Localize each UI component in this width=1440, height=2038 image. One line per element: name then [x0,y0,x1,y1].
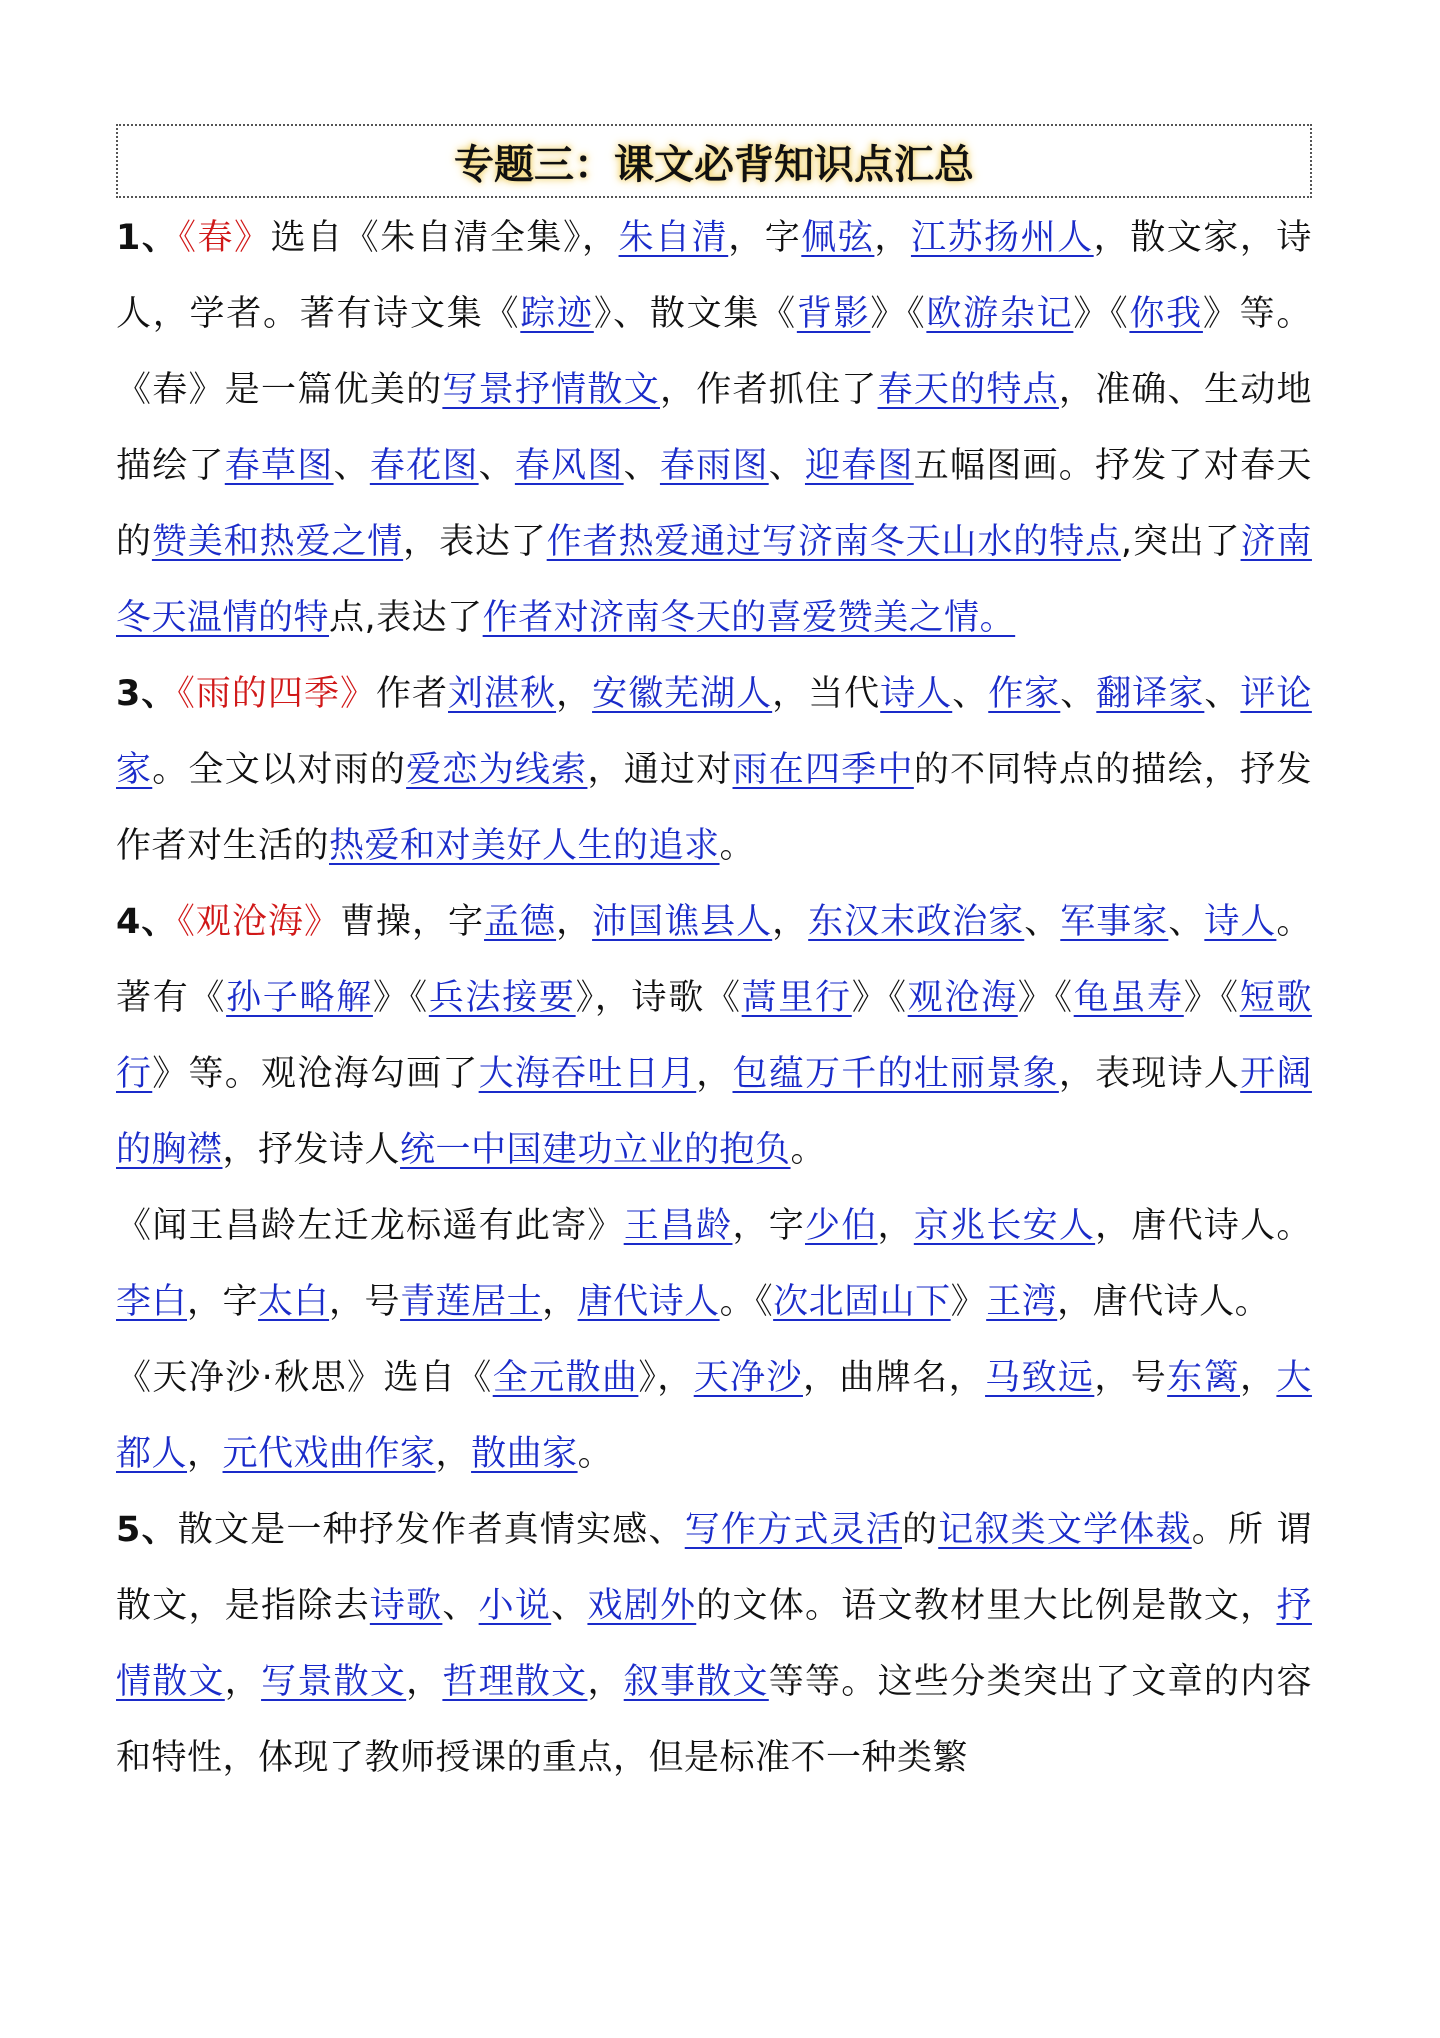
underlined-keyword: 作者对济南冬天的喜爱赞美之情。 [482,598,1016,638]
underlined-keyword: 迎春图 [804,446,914,486]
text-run: 》《 [1073,294,1130,334]
underlined-keyword: 军事家 [1060,902,1169,942]
text-run: ， [587,1662,624,1702]
text-run: 选自《朱自清全集》， [270,218,619,258]
text-run: ，表达了 [403,522,547,562]
underlined-keyword: 作者热爱通过写济南冬天山水的特点 [546,522,1121,562]
underlined-keyword: 散曲家 [471,1434,578,1474]
paragraph-3 [116,656,1312,884]
text-run: 《闻王昌龄左迁龙标遥有此寄》 [116,1206,624,1246]
underlined-keyword: 孟德 [484,902,557,942]
underlined-keyword: 戏剧外 [587,1586,697,1626]
text-run: 》等。《春》是一篇优美的 [116,294,1312,410]
text-run: 点,表达了 [329,598,483,638]
text-run: 、 [1204,674,1241,714]
underlined-keyword: 踪迹 [520,294,594,334]
underlined-keyword: 春草图 [224,446,334,486]
underlined-keyword: 青莲居士 [400,1282,543,1322]
text-run: 》《 [1183,978,1240,1018]
text-run: 、 [623,446,660,486]
text-run: 5、 [116,1510,178,1550]
underlined-keyword: 爱恋为线索 [406,750,588,790]
text-run: ， [874,218,911,258]
underlined-keyword: 济南冬天温情的特 [116,522,1312,638]
text-run: ，字 [732,1206,806,1246]
text-run: ，通过对 [587,750,733,790]
underlined-keyword: 热爱和对美好人生的追求 [329,826,720,866]
text-run: 等等。这些分类突出了文章的内容和特性，体现了教师授课的重点，但是标准不一种类繁 [116,1662,1312,1778]
underlined-keyword: 观沧海 [907,978,1018,1018]
work-title: 《雨的四季》 [177,674,376,714]
text-run: 》《 [870,294,927,334]
underlined-keyword: 诗歌 [369,1586,443,1626]
text-run: ， [556,902,593,942]
text-run: ， [556,674,593,714]
text-run: 、 [952,674,989,714]
paragraph-poem-wang [116,1188,1312,1340]
underlined-keyword: 记叙类文学体裁 [938,1510,1192,1550]
text-run: 》《 [372,978,429,1018]
underlined-keyword: 雨在四季中 [732,750,914,790]
text-run: 《天净沙·秋思》选自《 [116,1358,493,1398]
text-run: ，散文家，诗人，学者。著有诗文集《 [116,218,1312,334]
underlined-keyword: 兵法接要 [428,978,576,1018]
text-run: ， [772,902,809,942]
underlined-keyword: 王昌龄 [623,1206,733,1246]
text-run: 。 [719,826,756,866]
text-run: 、 [478,446,515,486]
text-run: ，号 [329,1282,401,1322]
text-run: 。著有《 [116,902,1312,1018]
text-run: ， [1240,1358,1277,1398]
text-run: 》， [638,1358,694,1398]
text-run: ，作者抓住了 [659,370,878,410]
underlined-keyword: 赞美和热爱之情 [151,522,404,562]
text-run: 作者 [375,674,449,714]
paragraph-poem-tianjingsha [116,1340,1312,1492]
underlined-keyword: 刘湛秋 [448,674,557,714]
underlined-keyword: 佩弦 [801,218,875,258]
underlined-keyword: 唐代诗人 [577,1282,720,1322]
text-run: ，曲牌名， [802,1358,986,1398]
underlined-keyword: 太白 [258,1282,330,1322]
underlined-keyword: 京兆长安人 [913,1206,1096,1246]
underlined-keyword: 少伯 [805,1206,878,1246]
document-body [116,200,1312,1796]
text-run: 、 [768,446,805,486]
text-run: 曹操，字 [339,902,485,942]
text-run: 》 [950,1282,987,1322]
work-title: 《春》 [178,218,271,258]
text-run: ，号 [1094,1358,1168,1398]
text-run: ， [224,1662,262,1702]
text-run: 1、 [116,218,179,258]
paragraph-5 [116,1492,1312,1796]
underlined-keyword: 写景散文 [261,1662,407,1702]
underlined-keyword: 翻译家 [1096,674,1205,714]
text-run: 、 [551,1586,588,1626]
text-run: ，抒发诗人 [222,1130,401,1170]
text-run: 》、散文集《 [593,294,797,334]
title-box [116,124,1312,198]
text-run: 、 [333,446,370,486]
text-run: ，字 [187,1282,259,1322]
underlined-keyword: 蒿里行 [741,978,852,1018]
underlined-keyword: 抒情散文 [116,1586,1312,1702]
underlined-keyword: 沛国谯县人 [592,902,773,942]
underlined-keyword: 大都人 [116,1358,1312,1474]
underlined-keyword: 次北固山下 [773,1282,951,1322]
underlined-keyword: 评论家 [116,674,1312,790]
text-run: 、 [1024,902,1061,942]
text-run: ， [696,1054,733,1094]
underlined-keyword: 朱自清 [618,218,729,258]
page-title: 专题三：课文必背知识点汇总 [454,141,974,188]
underlined-keyword: 春花图 [369,446,479,486]
underlined-keyword: 孙子略解 [226,978,373,1018]
underlined-keyword: 王湾 [986,1282,1058,1322]
underlined-keyword: 春天的特点 [877,370,1059,410]
text-run: ， [406,1662,443,1702]
underlined-keyword: 欧游杂记 [926,294,1074,334]
text-run: 。 [577,1434,614,1474]
underlined-keyword: 你我 [1129,294,1203,334]
text-run: ,突出了 [1120,522,1241,562]
underlined-keyword: 东篱 [1167,1358,1240,1398]
text-run: 散文是一种抒发作者真情实感、 [177,1510,685,1550]
text-run: ， [542,1282,578,1322]
text-run: 。全文以对雨的 [152,750,407,790]
text-run: ，唐代诗人。 [1057,1282,1271,1322]
underlined-keyword: 春风图 [514,446,624,486]
underlined-keyword: 作家 [988,674,1061,714]
text-run: 。 [790,1130,827,1170]
underlined-keyword: 安徽芜湖人 [592,674,773,714]
text-run: ，唐代诗人。 [1095,1206,1312,1246]
text-run: 、 [1060,674,1097,714]
underlined-keyword: 大海吞吐日月 [478,1054,697,1094]
text-run: ，表现诗人 [1058,1054,1241,1094]
underlined-keyword: 龟虽寿 [1073,978,1184,1018]
text-run: 的文体。语文教材里大比例是散文， [696,1586,1277,1626]
text-run: ， [187,1434,223,1474]
paragraph-4 [116,884,1312,1188]
text-run: ，字 [728,218,802,258]
text-run: 》，诗歌《 [575,978,742,1018]
underlined-keyword: 春雨图 [659,446,769,486]
underlined-keyword: 元代戏曲作家 [222,1434,436,1474]
text-run: 。所 谓散文，是指除去 [116,1510,1312,1626]
text-run: 4、 [116,902,178,942]
underlined-keyword: 江苏扬州人 [910,218,1094,258]
underlined-keyword: 天净沙 [693,1358,803,1398]
underlined-keyword: 全元散曲 [492,1358,639,1398]
underlined-keyword: 短歌行 [116,978,1312,1094]
underlined-keyword: 东汉末政治家 [808,902,1025,942]
text-run: 五幅图画。抒发了对春天的 [116,446,1312,562]
text-run: 3、 [116,674,178,714]
work-title: 《观沧海》 [177,902,340,942]
text-run: ，当代 [772,674,881,714]
text-run: 》《 [851,978,908,1018]
text-run: 》等。观沧海勾画了 [152,1054,479,1094]
underlined-keyword: 诗人 [1204,902,1277,942]
text-run: ， [877,1206,914,1246]
underlined-keyword: 写作方式灵活 [684,1510,902,1550]
underlined-keyword: 李白 [116,1282,188,1322]
text-run: 、 [442,1586,479,1626]
text-run: 。《 [719,1282,774,1322]
text-run: ，准确、生动地描绘了 [116,370,1312,486]
underlined-keyword: 小说 [478,1586,552,1626]
underlined-keyword: 包蕴万千的壮丽景象 [732,1054,1059,1094]
underlined-keyword: 统一中国建功立业的抱负 [400,1130,791,1170]
paragraph-1 [116,200,1312,656]
underlined-keyword: 背影 [796,294,871,334]
text-run: 的 [902,1510,939,1550]
underlined-keyword: 写景抒情散文 [442,370,660,410]
underlined-keyword: 马致远 [985,1358,1095,1398]
underlined-keyword: 哲理散文 [442,1662,588,1702]
underlined-keyword: 诗人 [880,674,953,714]
underlined-keyword: 叙事散文 [623,1662,769,1702]
text-run: 、 [1168,902,1205,942]
text-run: 的不同特点的描绘，抒发作者对生活的 [116,750,1312,866]
underlined-keyword: 开阔的胸襟 [116,1054,1312,1170]
text-run: ， [435,1434,472,1474]
text-run: 》《 [1017,978,1074,1018]
